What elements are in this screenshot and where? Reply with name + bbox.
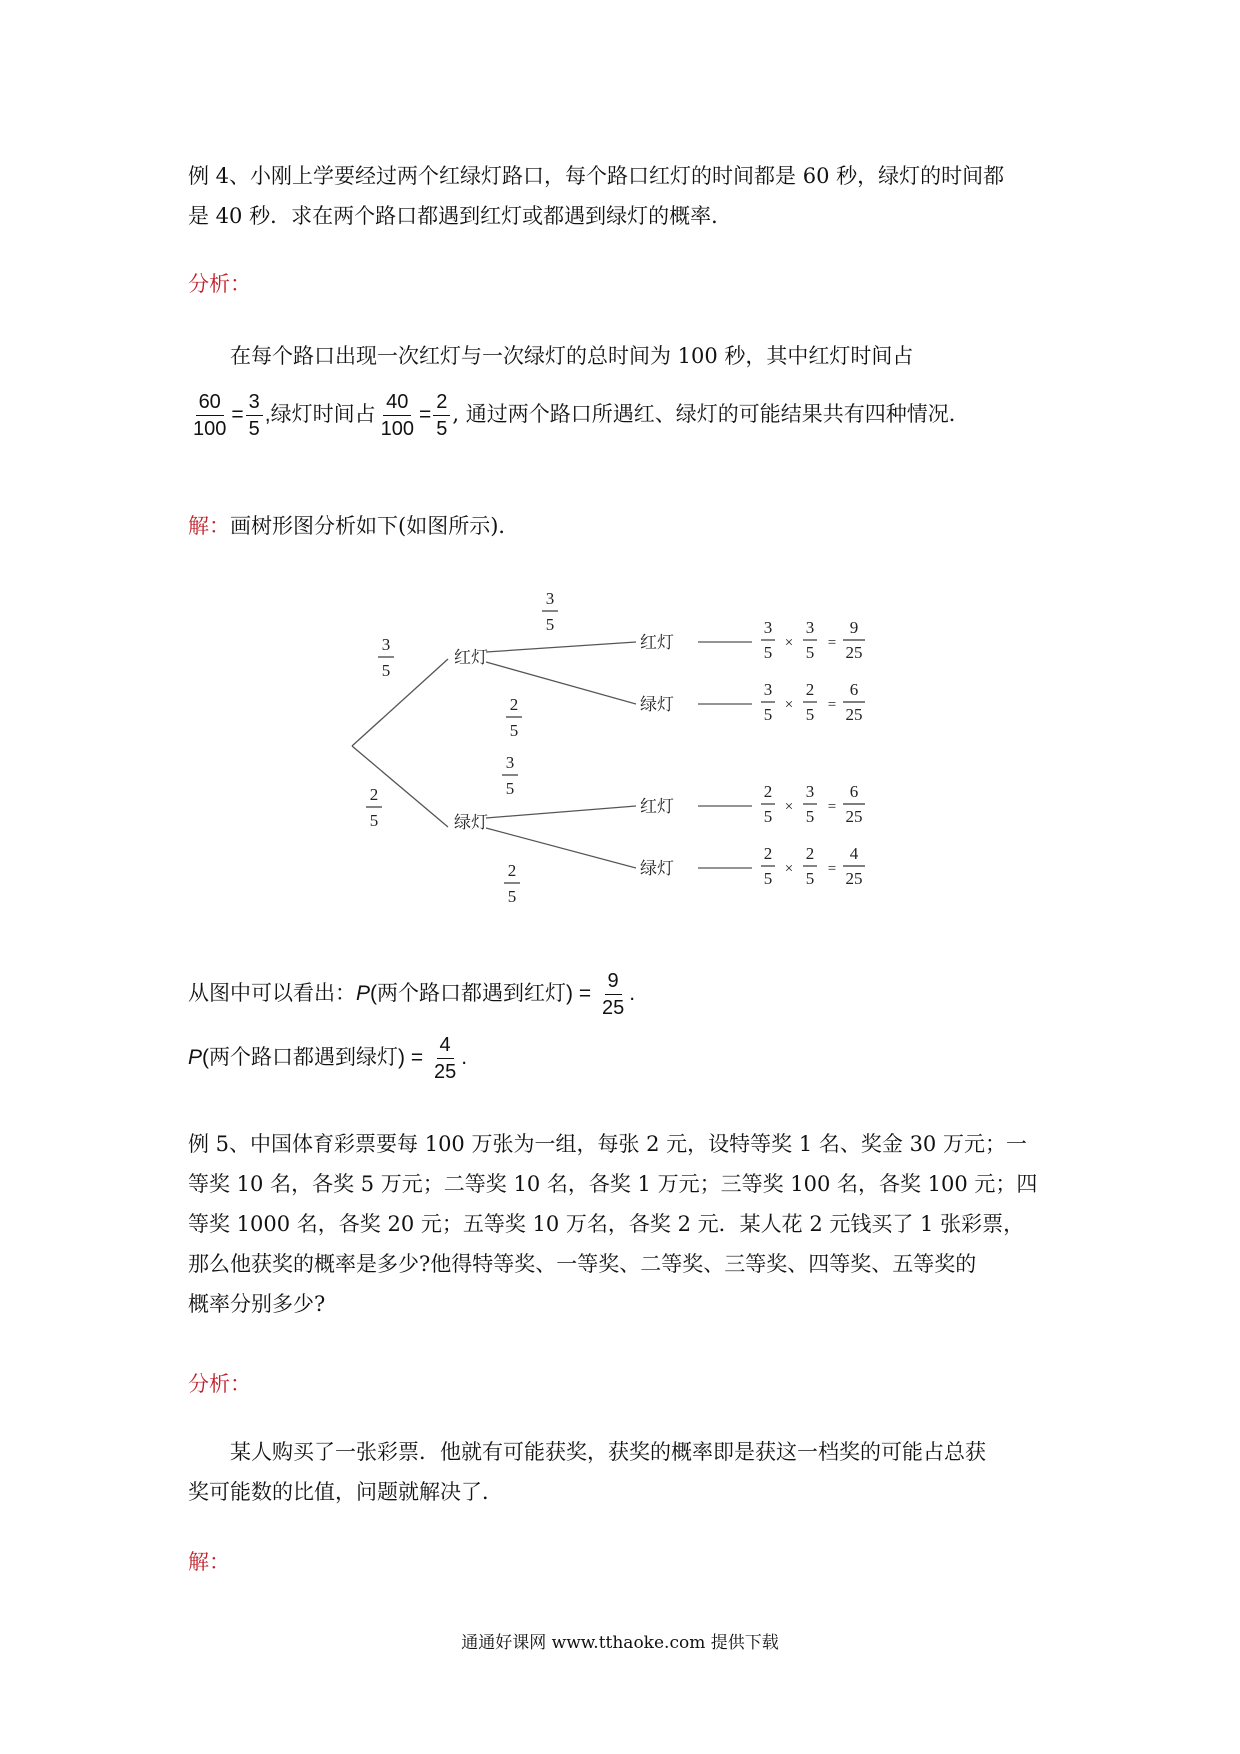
tree-branch-1: [542, 589, 865, 662]
frac-denominator: 5: [509, 721, 519, 740]
frac-denominator: 25: [845, 643, 863, 662]
frac-numerator: 2: [507, 861, 517, 880]
frac-numerator: 4: [437, 1035, 454, 1059]
ex5-question-line1: 例 5、中国体育彩票要每 100 万张为一组，每张 2 元，设特等奖 1 名、奖金 30 万元；一: [188, 1132, 1027, 1156]
frac-denominator: 25: [845, 807, 863, 826]
frac-denominator: 5: [763, 807, 773, 826]
branch-prob: [504, 861, 520, 906]
frac-numerator: 3: [505, 753, 515, 772]
equals-sign: =: [418, 403, 432, 426]
frac-numerator: 3: [805, 782, 815, 801]
equals-sign: =: [231, 403, 244, 426]
frac-denominator: 5: [507, 887, 517, 906]
branch-first-green: [352, 746, 448, 827]
frac-numerator: 9: [605, 971, 622, 995]
equals-sign: =: [827, 799, 837, 815]
ex4-analysis-label: 分析：: [188, 272, 251, 296]
frac-numerator: 3: [763, 680, 773, 699]
frac-numerator: 9: [849, 618, 859, 637]
frac-numerator: 2: [763, 844, 773, 863]
frac-denominator: 5: [763, 643, 773, 662]
probability-symbol: P: [188, 1046, 203, 1069]
ex4-conclusion-1: [188, 966, 1060, 1022]
ex4-conclusion-2: [188, 1030, 1060, 1086]
tree-branch-4: [504, 844, 865, 906]
ex5-analysis: [188, 1432, 1060, 1512]
tree-branch-2: [506, 680, 865, 740]
ex5-question-line4: 那么他获奖的概率是多少?他得特等奖、一等奖、二等奖、三等奖、四等奖、五等奖的: [188, 1252, 977, 1276]
frac-numerator: 2: [805, 844, 815, 863]
frac-numerator: 2: [805, 680, 815, 699]
green-time-text: ,绿灯时间占: [264, 403, 376, 426]
equals-sign: =: [827, 697, 837, 713]
frac-numerator: 4: [849, 844, 859, 863]
first-red-prob: [378, 635, 394, 680]
frac-denominator: 25: [845, 869, 863, 888]
frac-denominator: 5: [805, 807, 815, 826]
ex4-solution-text: 画树形图分析如下(如图所示)．: [230, 514, 520, 538]
probability-tree-diagram: [340, 580, 920, 920]
branch-green-red: [486, 806, 636, 818]
fraction-2-5: [433, 392, 450, 439]
ex5-analysis-label: 分析：: [188, 1372, 251, 1396]
frac-denominator: 5: [381, 661, 391, 680]
frac-numerator: 3: [246, 392, 263, 416]
frac-numerator: 6: [849, 680, 859, 699]
branch-prob: [506, 695, 522, 740]
ex5-question-line3: 等奖 1000 名，各奖 20 元；五等奖 10 万名，各奖 2 元．某人花 2 元钱买了 1 张彩票，: [188, 1212, 1025, 1236]
leaf-label: 绿灯: [640, 695, 674, 714]
comma: ,: [452, 402, 460, 426]
frac-numerator: 2: [433, 392, 450, 416]
fraction-4-25: [431, 1035, 459, 1082]
branch-prob: [502, 753, 518, 798]
fraction-3-5: [246, 392, 263, 439]
conclusion-intro: 从图中可以看出：: [188, 982, 356, 1005]
ex4-analysis-formula: [188, 386, 1060, 443]
ex5-question-line5: 概率分别多少?: [188, 1292, 326, 1316]
frac-denominator: 5: [763, 705, 773, 724]
branch-red-red: [486, 642, 636, 652]
frac-numerator: 3: [763, 618, 773, 637]
first-green-prob: [366, 785, 382, 830]
branch-prob: [542, 589, 558, 634]
ex4-solution-label: 解：: [188, 514, 230, 538]
times-sign: ×: [784, 861, 794, 877]
frac-denominator: 5: [505, 779, 515, 798]
frac-denominator: 5: [248, 418, 260, 440]
frac-numerator: 60: [196, 392, 224, 416]
conclusion-event-red: (两个路口都遇到红灯) =: [370, 982, 592, 1005]
frac-denominator: 5: [805, 643, 815, 662]
probability-symbol: P: [356, 982, 371, 1005]
frac-denominator: 25: [433, 1060, 457, 1083]
ex5-question-line2: 等奖 10 名，各奖 5 万元；二等奖 10 名，各奖 1 万元；三等奖 100 名，各奖 100 元；四: [188, 1172, 1038, 1196]
fraction-9-25: [599, 971, 627, 1018]
frac-denominator: 5: [805, 869, 815, 888]
times-sign: ×: [784, 799, 794, 815]
frac-numerator: 3: [381, 635, 391, 654]
frac-denominator: 5: [805, 705, 815, 724]
frac-numerator: 2: [763, 782, 773, 801]
frac-denominator: 100: [193, 418, 227, 440]
ex4-question: [188, 156, 1060, 236]
leaf-label: 红灯: [640, 797, 674, 816]
page-footer: 通通好课网 www.tthaoke.com 提供下载: [461, 1633, 779, 1653]
frac-numerator: 3: [545, 589, 555, 608]
leaf-label: 红灯: [640, 633, 674, 652]
frac-numerator: 3: [805, 618, 815, 637]
period: .: [461, 1046, 468, 1069]
period: .: [629, 982, 636, 1005]
frac-denominator: 5: [763, 869, 773, 888]
ex4-analysis-text1: 在每个路口出现一次红灯与一次绿灯的总时间为 100 秒，其中红灯时间占: [230, 344, 914, 368]
frac-numerator: 2: [369, 785, 379, 804]
frac-numerator: 2: [509, 695, 519, 714]
ex4-solution: [188, 506, 1060, 546]
times-sign: ×: [784, 697, 794, 713]
ex4-analysis-text2: 通过两个路口所遇红、绿灯的可能结果共有四种情况．: [465, 402, 970, 426]
branch-red-green: [486, 662, 636, 704]
frac-denominator: 5: [369, 811, 379, 830]
node-green-light: 绿灯: [454, 813, 488, 832]
tree-lines: [352, 642, 752, 868]
frac-denominator: 5: [436, 418, 448, 440]
frac-denominator: 100: [380, 418, 414, 440]
ex5-analysis-line1: 某人购买了一张彩票．他就有可能获奖，获奖的概率即是获这一档奖的可能占总获: [230, 1440, 986, 1464]
frac-denominator: 5: [545, 615, 555, 634]
ex5-analysis-line2: 奖可能数的比值，问题就解决了．: [188, 1480, 503, 1504]
fraction-60-100: [190, 392, 229, 439]
ex4-question-line1: 例 4、小刚上学要经过两个红绿灯路口，每个路口红灯的时间都是 60 秒，绿灯的时间都: [188, 164, 1005, 188]
ex5-question: [188, 1124, 1060, 1324]
ex5-solution-label: 解：: [188, 1550, 230, 1574]
frac-numerator: 40: [383, 392, 411, 416]
ex4-question-line2: 是 40 秒．求在两个路口都遇到红灯或都遇到绿灯的概率．: [188, 204, 733, 228]
leaf-label: 绿灯: [640, 859, 674, 878]
branch-first-red: [352, 659, 448, 746]
tree-branch-3: [502, 753, 865, 826]
node-red-light: 红灯: [454, 648, 488, 667]
equals-sign: =: [827, 861, 837, 877]
fraction-40-100: [378, 392, 417, 439]
conclusion-event-green: (两个路口都遇到绿灯) =: [202, 1046, 424, 1069]
times-sign: ×: [784, 635, 794, 651]
frac-numerator: 6: [849, 782, 859, 801]
frac-denominator: 25: [601, 996, 625, 1019]
frac-denominator: 25: [845, 705, 863, 724]
equals-sign: =: [827, 635, 837, 651]
